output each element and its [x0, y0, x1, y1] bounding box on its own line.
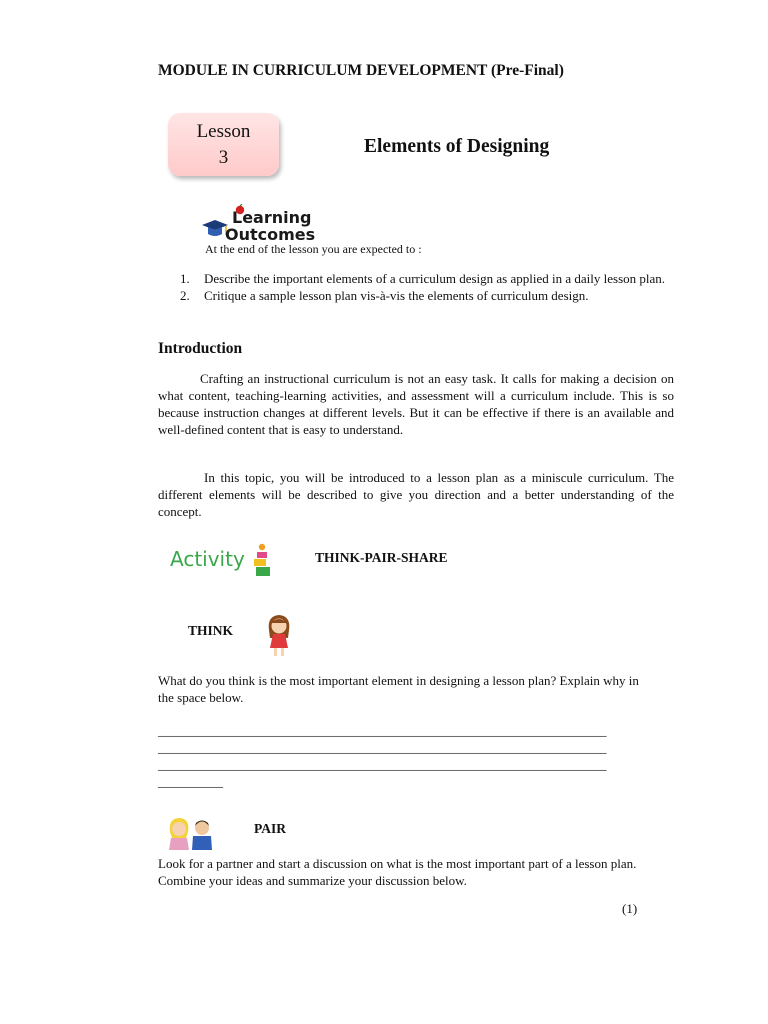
- building-blocks-icon: [254, 544, 270, 576]
- think-question: What do you think is the most important element in designing a lesson plan? Explain why in the space below.: [158, 673, 639, 705]
- activity-logo-text: Activity: [170, 547, 245, 571]
- think-label: THINK: [188, 623, 234, 638]
- list-item-number: 1.: [180, 271, 190, 286]
- boy-figure: [192, 821, 212, 851]
- lesson-badge-number: 3: [218, 147, 229, 168]
- pair-label: PAIR: [254, 821, 286, 836]
- girl-figure: [169, 818, 189, 850]
- page-number: (1): [622, 901, 638, 916]
- learning-outcomes-list: [180, 270, 680, 304]
- list-item-text: Describe the important elements of a curriculum design as applied in a daily lesson plan.: [204, 271, 666, 286]
- answer-line: __________: [158, 774, 223, 789]
- activity-logo: [168, 540, 276, 578]
- learning-outcomes-intro: At the end of the lesson you are expected to :: [205, 242, 422, 256]
- lesson-badge: [168, 113, 279, 176]
- answer-line: _____________________________________________________________________: [158, 740, 607, 755]
- pair-instructions: Look for a partner and start a discussion on what is the most important part of a lesson plan. Combine your ideas and summarize your discussion below.: [158, 856, 637, 888]
- module-title: MODULE IN CURRICULUM DEVELOPMENT (Pre-Final): [158, 62, 564, 79]
- thinking-girl-icon: [264, 612, 294, 658]
- lesson-badge-label: Lesson: [196, 121, 251, 142]
- introduction-paragraph: Crafting an instructional curriculum is not an easy task. It calls for making a decision on what content, teaching-learning activities, and assessment will a curriculum include. This is so because instruction changes at different levels. But it can be effective if there is an available and well-defined content that is easy to understand.: [158, 371, 674, 437]
- lesson-title: Elements of Designing: [364, 136, 550, 157]
- list-item-text: Critique a sample lesson plan vis-à-vis the elements of curriculum design.: [204, 288, 589, 303]
- learning-outcomes-logo-line1: Learning: [232, 208, 312, 227]
- list-item-number: 2.: [180, 288, 190, 303]
- introduction-paragraph: In this topic, you will be introduced to a lesson plan as a miniscule curriculum. The different elements will be described to give you direction and a better understanding of the concept.: [158, 470, 674, 519]
- introduction-heading: Introduction: [158, 340, 243, 357]
- pair-of-kids-icon: [162, 814, 216, 850]
- list-item: [180, 270, 680, 287]
- learning-outcomes-logo-line2: Outcomes: [225, 225, 316, 244]
- answer-line: _____________________________________________________________________: [158, 723, 607, 738]
- list-item: [180, 287, 680, 304]
- answer-line: _____________________________________________________________________: [158, 757, 607, 772]
- learning-outcomes-logo: [202, 204, 332, 244]
- activity-heading: THINK-PAIR-SHARE: [315, 550, 448, 565]
